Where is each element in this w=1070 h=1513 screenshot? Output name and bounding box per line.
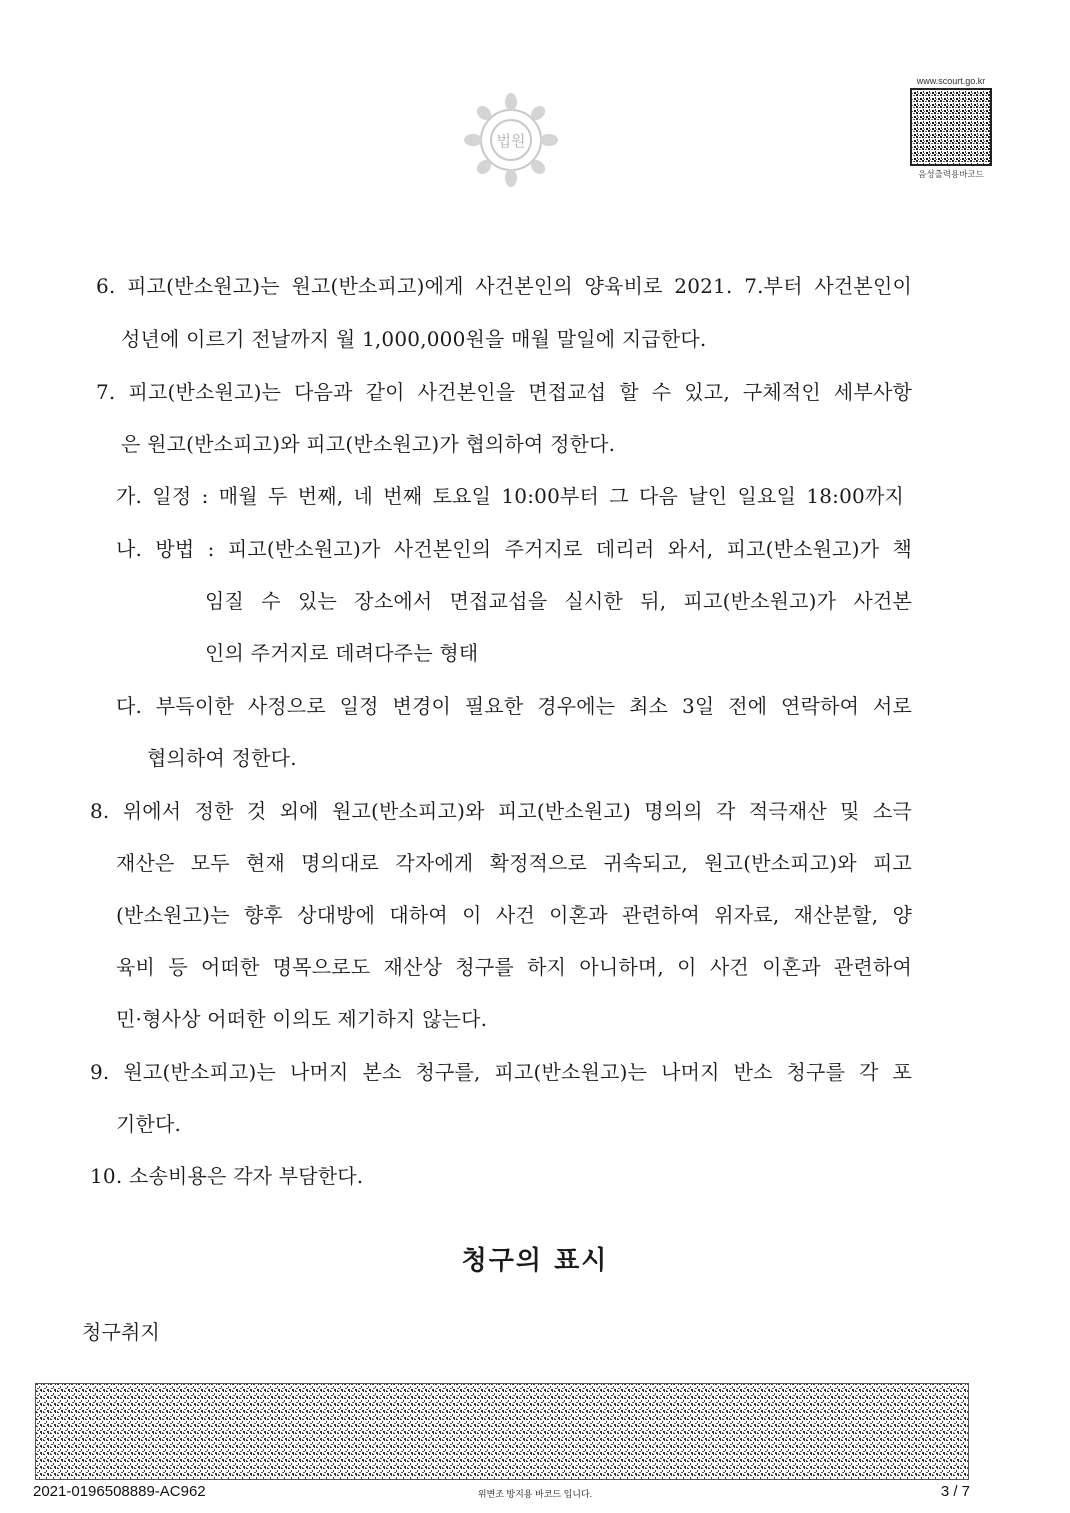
item-6-line-2: 성년에 이르기 전날까지 월 1,000,000원을 매월 말일에 지급한다.	[121, 327, 707, 351]
item-6-line-1: 6. 피고(반소원고)는 원고(반소피고)에게 사건본인의 양육비로 2021. 7.부터 사건본인이	[96, 274, 912, 298]
barcode-notice: 위변조 방지용 바코드 입니다.	[477, 1489, 593, 1499]
item-7-line-2: 은 원고(반소피고)와 피고(반소원고)가 협의하여 정한다.	[121, 432, 616, 456]
item-7b-line-1: 나. 방법 : 피고(반소원고)가 사건본인의 주거지로 데리러 와서, 피고(반소원고)가 책	[116, 537, 912, 561]
item-7a: 가. 일정 : 매월 두 번째, 네 번째 토요일 10:00부터 그 다음 날인 일요일 18:00까지	[116, 484, 904, 508]
item-7c-line-1: 다. 부득이한 사정으로 일정 변경이 필요한 경우에는 최소 3일 전에 연락하여 서로	[116, 694, 912, 718]
court-url: www.scourt.go.kr	[916, 76, 986, 86]
item-7b-line-2: 임질 수 있는 장소에서 면접교섭을 실시한 뒤, 피고(반소원고)가 사건본	[205, 589, 912, 613]
item-8-line-1: 8. 위에서 정한 것 외에 원고(반소피고)와 피고(반소원고) 명의의 각 적극재산 및 소극	[90, 799, 912, 823]
seal-text: 법원	[496, 132, 526, 150]
item-8-line-2: 재산은 모두 현재 명의대로 각자에게 확정적으로 귀속되고, 원고(반소피고)와 피고	[116, 851, 912, 875]
qr-barcode-icon	[910, 88, 992, 166]
page-number: 3 / 7	[940, 1483, 970, 1500]
document-id: 2021-0196508889-AC962	[33, 1483, 206, 1500]
item-10: 10. 소송비용은 각자 부담한다.	[90, 1164, 364, 1188]
item-7c-line-2: 협의하여 정한다.	[147, 746, 297, 770]
anti-forgery-barcode-icon	[35, 1383, 969, 1480]
section-title: 청구의 표시	[461, 1246, 609, 1276]
subsection-title: 청구취지	[82, 1320, 161, 1344]
item-8-line-3: (반소원고)는 향후 상대방에 대하여 이 사건 이혼과 관련하여 위자료, 재산분할, 양	[116, 903, 912, 927]
item-9-line-1: 9. 원고(반소피고)는 나머지 본소 청구를, 피고(반소원고)는 나머지 반소 청구를 각 포	[90, 1060, 912, 1084]
court-seal-icon	[456, 88, 566, 188]
item-7b-line-3: 인의 주거지로 데려다주는 형태	[205, 641, 479, 665]
barcode-caption: 음성출력용바코드	[918, 169, 984, 179]
item-9-line-2: 기한다.	[116, 1112, 182, 1136]
item-7-line-1: 7. 피고(반소원고)는 다음과 같이 사건본인을 면접교섭 할 수 있고, 구체적인 세부사항	[96, 380, 912, 404]
item-8-line-5: 민·형사상 어떠한 이의도 제기하지 않는다.	[116, 1007, 488, 1031]
item-8-line-4: 육비 등 어떠한 명목으로도 재산상 청구를 하지 아니하며, 이 사건 이혼과 관련하여	[116, 955, 912, 979]
